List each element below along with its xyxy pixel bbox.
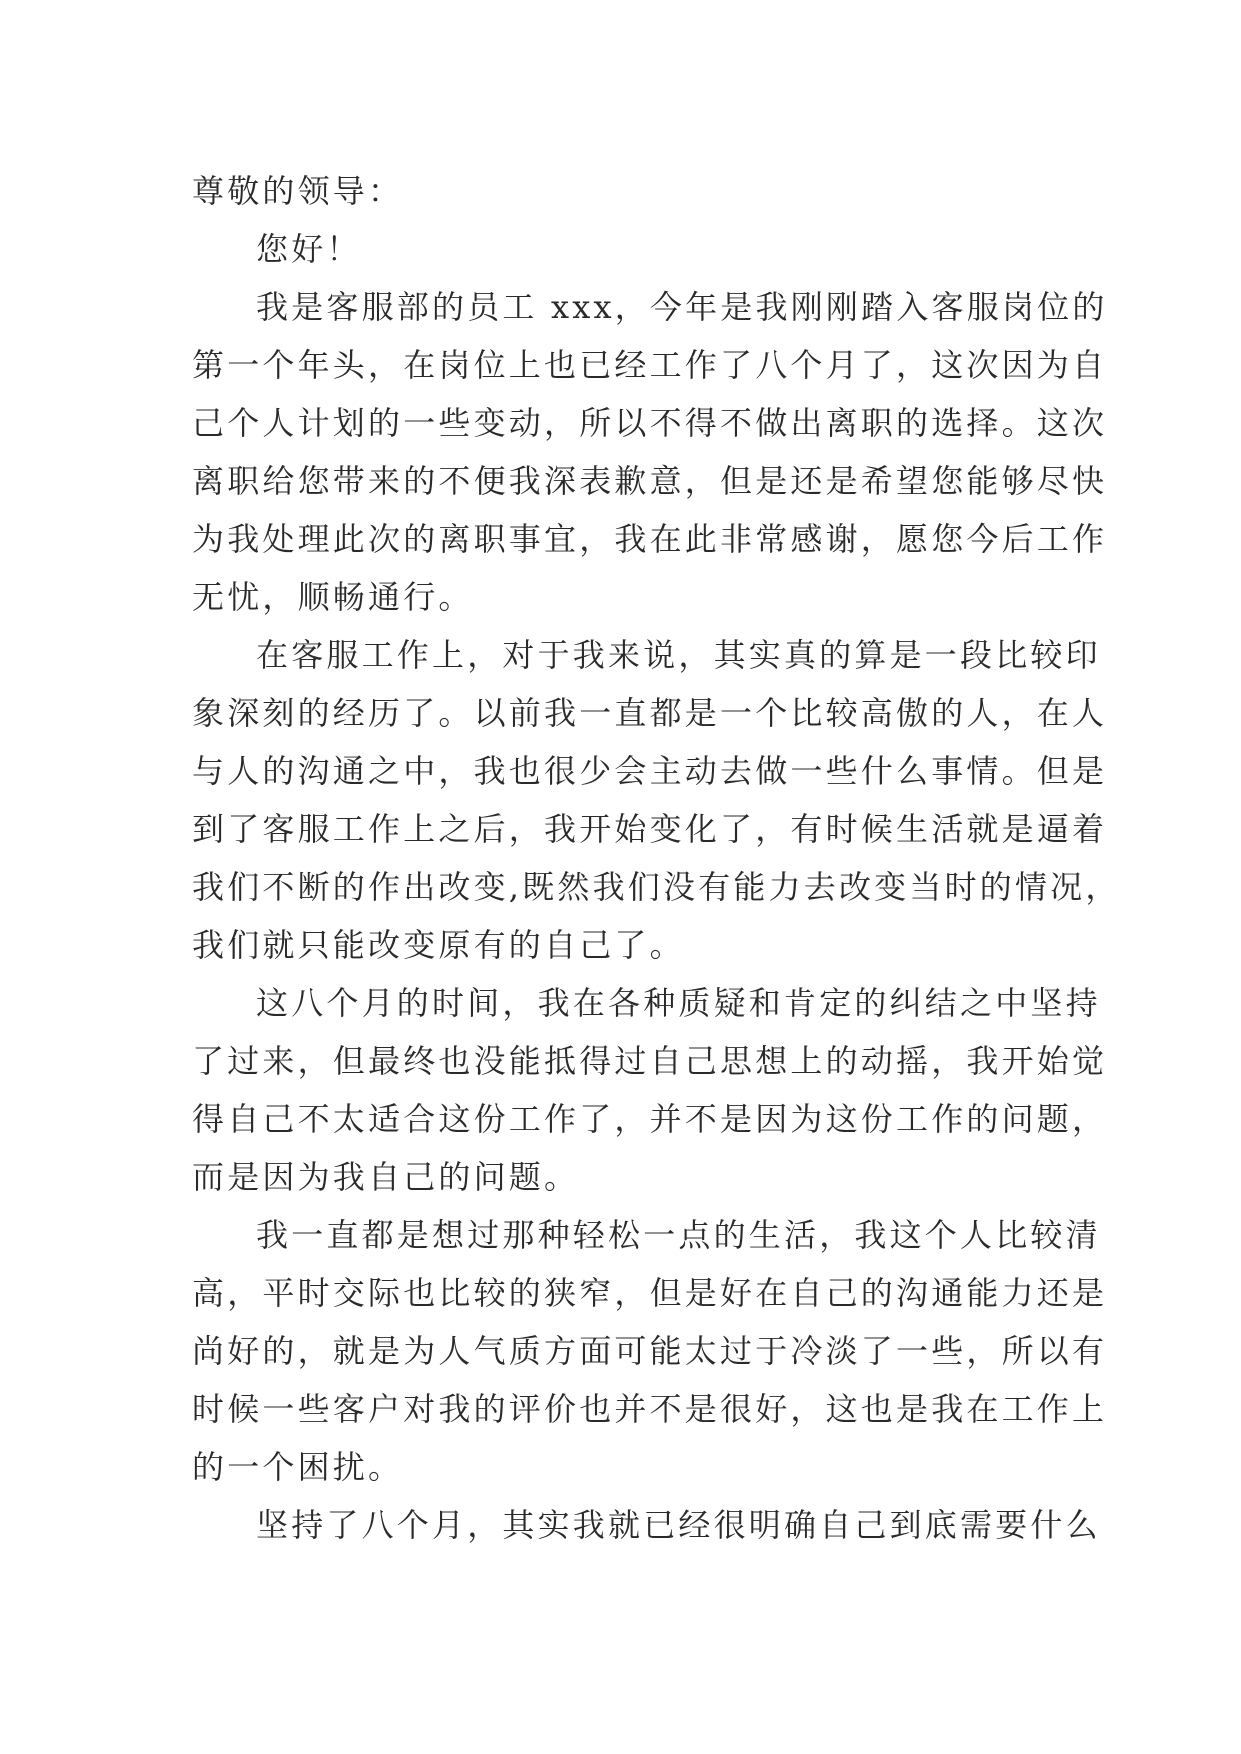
paragraph-3-line: 了过来，但最终也没能抵得过自己思想上的动摇，我开始觉 <box>192 1042 1108 1080</box>
paragraph-2-line: 在客服工作上，对于我来说，其实真的算是一段比较印 <box>256 636 1101 674</box>
paragraph-1-line: 己个人计划的一些变动，所以不得不做出离职的选择。这次 <box>192 404 1108 442</box>
paragraph-2-line: 到了客服工作上之后，我开始变化了，有时候生活就是逼着 <box>192 810 1108 848</box>
paragraph-3-line: 得自己不太适合这份工作了，并不是因为这份工作的问题， <box>192 1100 1108 1138</box>
paragraph-1-line: 离职给您带来的不便我深表歉意，但是还是希望您能够尽快 <box>192 462 1108 500</box>
paragraph-5-line: 坚持了八个月，其实我就已经很明确自己到底需要什么 <box>256 1506 1101 1544</box>
letter-body <box>192 162 1121 1554</box>
paragraph-4-line: 我一直都是想过那种轻松一点的生活，我这个人比较清 <box>256 1216 1101 1254</box>
paragraph-3-line: 这八个月的时间，我在各种质疑和肯定的纠结之中坚持 <box>256 984 1101 1022</box>
paragraph-2-line: 我们就只能改变原有的自己了。 <box>192 926 685 964</box>
salutation: 尊敬的领导： <box>192 172 404 210</box>
paragraph-1-line: 为我处理此次的离职事宜，我在此非常感谢，愿您今后工作 <box>192 520 1108 558</box>
paragraph-2-line: 象深刻的经历了。以前我一直都是一个比较高傲的人，在人 <box>192 694 1108 732</box>
paragraph-4-line: 尚好的，就是为人气质方面可能太过于冷淡了一些，所以有 <box>192 1332 1108 1370</box>
greeting: 您好！ <box>256 230 362 268</box>
paragraph-1-line: 我是客服部的员工 xxx，今年是我刚刚踏入客服岗位的 <box>256 288 1108 326</box>
paragraph-4-line: 时候一些客户对我的评价也并不是很好，这也是我在工作上 <box>192 1390 1108 1428</box>
paragraph-1-line: 第一个年头，在岗位上也已经工作了八个月了，这次因为自 <box>192 346 1108 384</box>
paragraph-2-line: 我们不断的作出改变,既然我们没有能力去改变当时的情况， <box>192 868 1121 906</box>
paragraph-3-line: 而是因为我自己的问题。 <box>192 1158 580 1196</box>
paragraph-4-line: 高，平时交际也比较的狭窄，但是好在自己的沟通能力还是 <box>192 1274 1108 1312</box>
paragraph-4-line: 的一个困扰。 <box>192 1448 404 1486</box>
paragraph-1-line: 无忧，顺畅通行。 <box>192 578 474 616</box>
paragraph-2-line: 与人的沟通之中，我也很少会主动去做一些什么事情。但是 <box>192 752 1108 790</box>
